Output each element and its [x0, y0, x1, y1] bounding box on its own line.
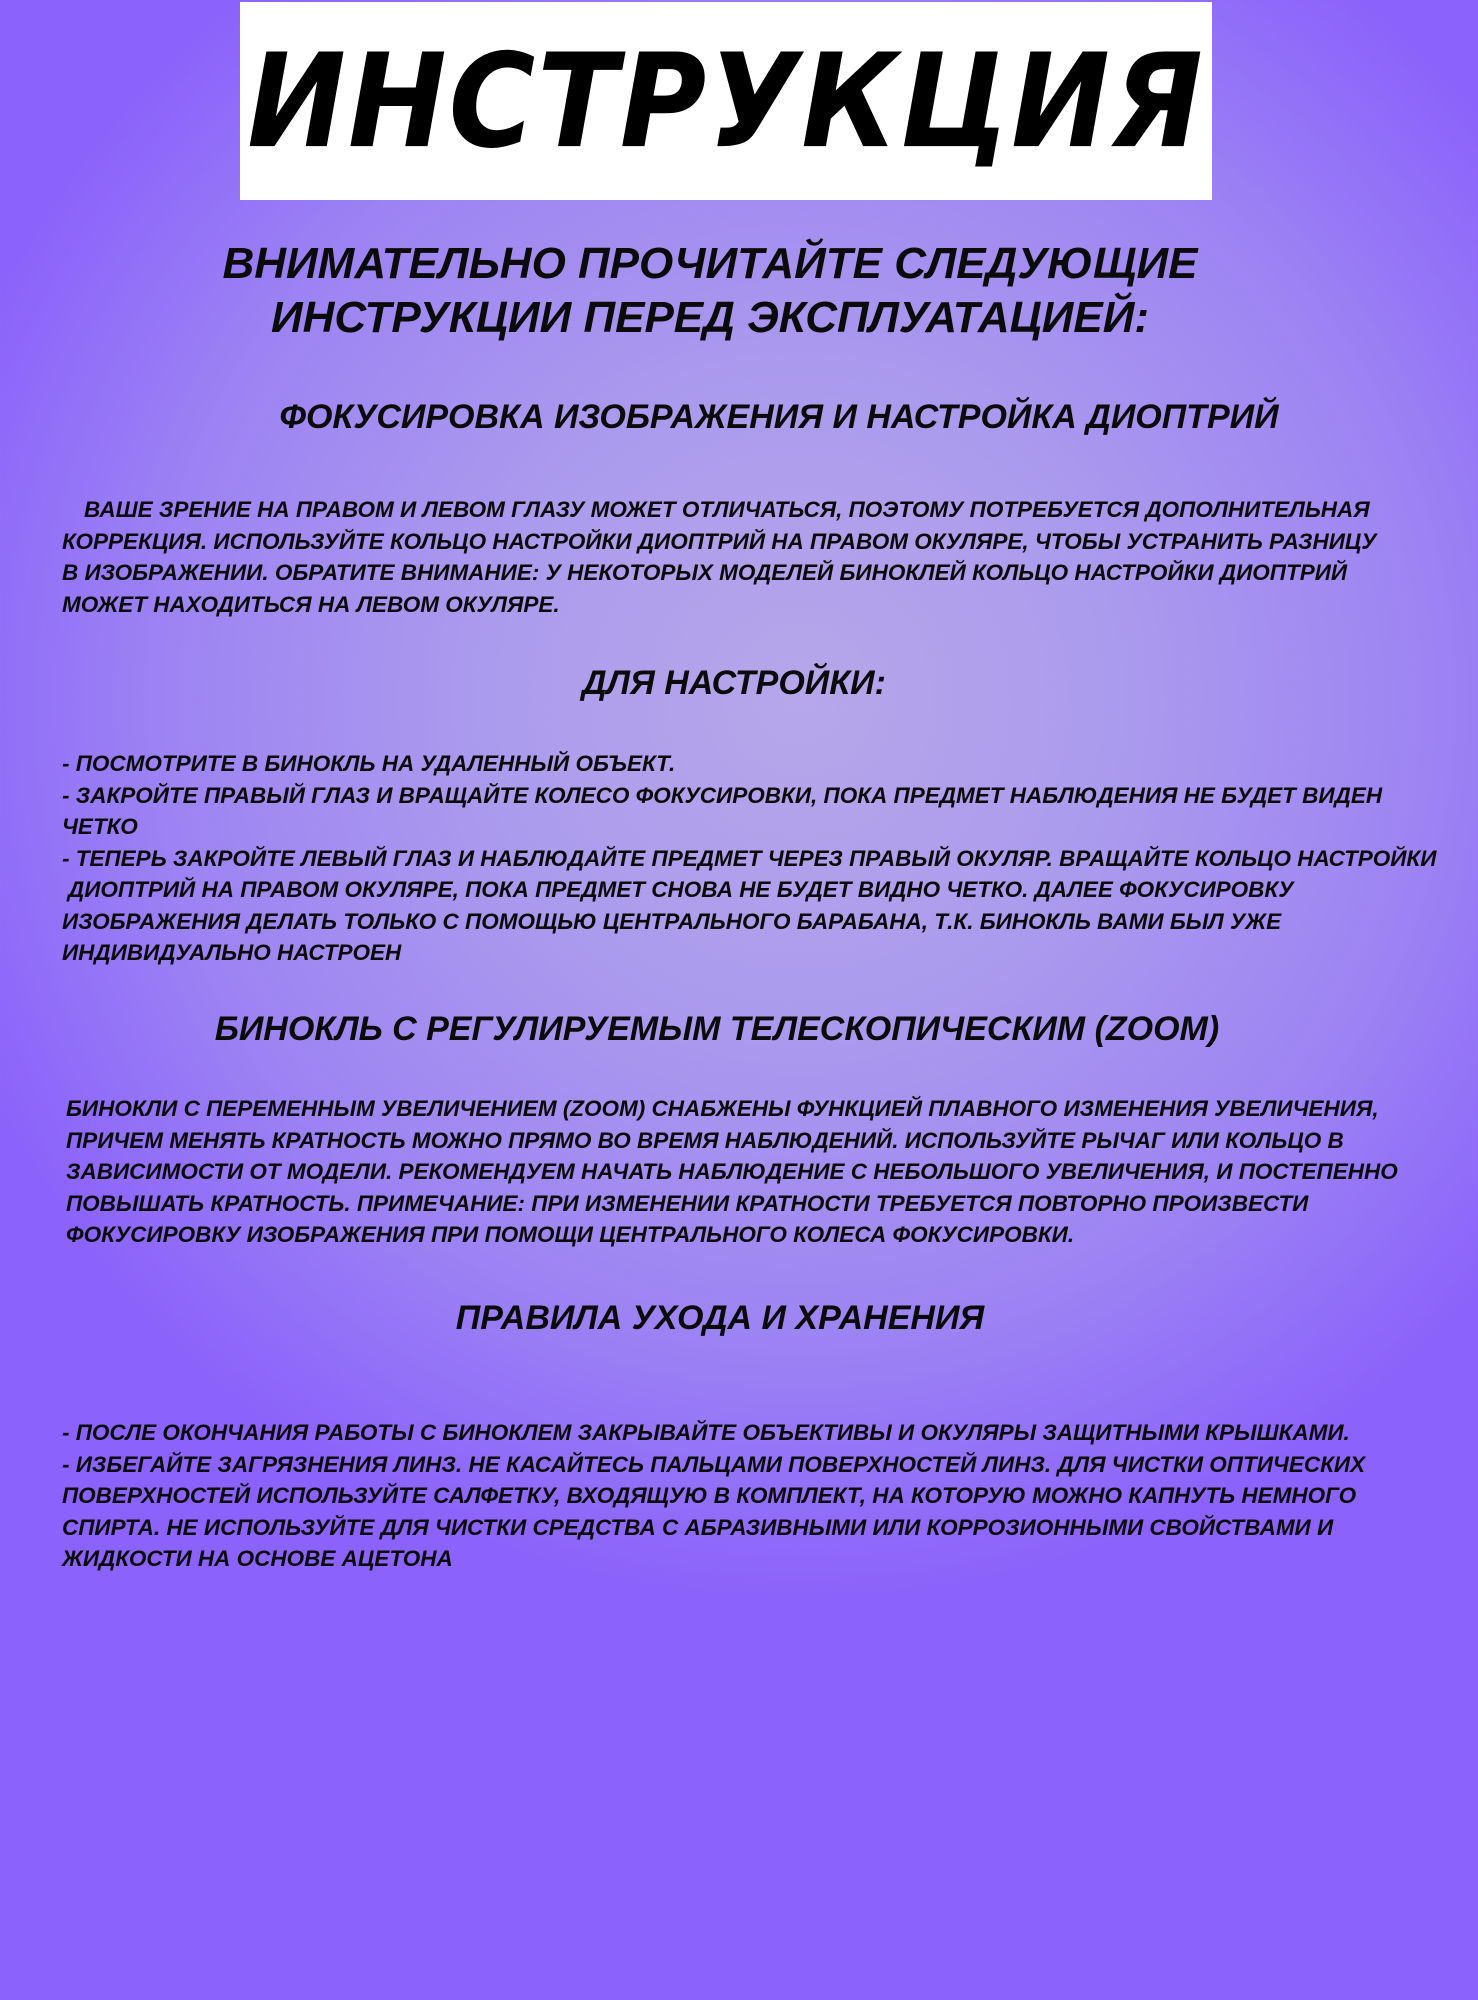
- intro-text: [140, 237, 1280, 345]
- focus-line: ВАШЕ ЗРЕНИЕ НА ПРАВОМ И ЛЕВОМ ГЛАЗУ МОЖЕТ ОТЛИЧАТЬСЯ, ПОЭТОМУ ПОТРЕБУЕТСЯ ДОПОЛНИТЕЛЬНАЯ: [84, 497, 1370, 522]
- page-title: ИНСТРУКЦИЯ: [247, 25, 1205, 177]
- zoom-line: ФОКУСИРОВКУ ИЗОБРАЖЕНИЯ ПРИ ПОМОЩИ ЦЕНТРАЛЬНОГО КОЛЕСА ФОКУСИРОВКИ.: [66, 1222, 1075, 1247]
- focus-line: В ИЗОБРАЖЕНИИ. ОБРАТИТЕ ВНИМАНИЕ: У НЕКОТОРЫХ МОДЕЛЕЙ БИНОКЛЕЙ КОЛЬЦО НАСТРОЙКИ ДИОПТРИЙ: [62, 560, 1348, 585]
- setup-list: [62, 748, 1436, 969]
- care-list: [62, 1417, 1365, 1575]
- focus-heading: ФОКУСИРОВКА ИЗОБРАЖЕНИЯ И НАСТРОЙКА ДИОПТРИЙ: [279, 398, 1279, 436]
- zoom-line: ПОВЫШАТЬ КРАТНОСТЬ. ПРИМЕЧАНИЕ: ПРИ ИЗМЕНЕНИИ КРАТНОСТИ ТРЕБУЕТСЯ ПОВТОРНО ПРОИЗВЕСТИ: [66, 1190, 1309, 1216]
- setup-line: - ЗАКРОЙТЕ ПРАВЫЙ ГЛАЗ И ВРАЩАЙТЕ КОЛЕСО ФОКУСИРОВКИ, ПОКА ПРЕДМЕТ НАБЛЮДЕНИЯ НЕ БУДЕТ ВИДЕН: [62, 782, 1383, 808]
- care-line: - ПОСЛЕ ОКОНЧАНИЯ РАБОТЫ С БИНОКЛЕМ ЗАКРЫВАЙТЕ ОБЪЕКТИВЫ И ОКУЛЯРЫ ЗАЩИТНЫМИ КРЫШКАМИ.: [62, 1420, 1350, 1445]
- care-line: ПОВЕРХНОСТЕЙ ИСПОЛЬЗУЙТЕ САЛФЕТКУ, ВХОДЯЩУЮ В КОМПЛЕКТ, НА КОТОРУЮ МОЖНО КАПНУТЬ НЕМНОГО: [62, 1483, 1357, 1508]
- title-banner: [240, 2, 1212, 200]
- focus-paragraph: [62, 494, 1377, 620]
- zoom-line: БИНОКЛИ С ПЕРЕМЕННЫМ УВЕЛИЧЕНИЕМ (ZOOM) СНАБЖЕНЫ ФУНКЦИЕЙ ПЛАВНОГО ИЗМЕНЕНИЯ УВЕЛИЧЕНИЯ,: [66, 1096, 1379, 1121]
- setup-line: - ПОСМОТРИТЕ В БИНОКЛЬ НА УДАЛЕННЫЙ ОБЪЕКТ.: [62, 751, 676, 776]
- setup-line: ДИОПТРИЙ НА ПРАВОМ ОКУЛЯРЕ, ПОКА ПРЕДМЕТ СНОВА НЕ БУДЕТ ВИДНО ЧЕТКО. ДАЛЕЕ ФОКУСИРОВКУ: [68, 877, 1294, 902]
- intro-line: ИНСТРУКЦИИ ПЕРЕД ЭКСПЛУАТАЦИЕЙ:: [270, 293, 1150, 342]
- intro-line: ВНИМАТЕЛЬНО ПРОЧИТАЙТЕ СЛЕДУЮЩИЕ: [222, 239, 1198, 288]
- care-line: ЖИДКОСТИ НА ОСНОВЕ АЦЕТОНА: [62, 1546, 453, 1571]
- care-line: СПИРТА. НЕ ИСПОЛЬЗУЙТЕ ДЛЯ ЧИСТКИ СРЕДСТВА С АБРАЗИВНЫМИ ИЛИ КОРРОЗИОННЫМИ СВОЙСТВАМИ И: [62, 1514, 1334, 1540]
- care-heading: ПРАВИЛА УХОДА И ХРАНЕНИЯ: [455, 1299, 985, 1337]
- setup-line: ЧЕТКО: [62, 814, 138, 839]
- focus-line: МОЖЕТ НАХОДИТЬСЯ НА ЛЕВОМ ОКУЛЯРЕ.: [62, 591, 560, 617]
- care-line: - ИЗБЕГАЙТЕ ЗАГРЯЗНЕНИЯ ЛИНЗ. НЕ КАСАЙТЕСЬ ПАЛЬЦАМИ ПОВЕРХНОСТЕЙ ЛИНЗ. ДЛЯ ЧИСТКИ ОПТИЧЕСКИХ: [62, 1451, 1366, 1477]
- zoom-line: ЗАВИСИМОСТИ ОТ МОДЕЛИ. РЕКОМЕНДУЕМ НАЧАТЬ НАБЛЮДЕНИЕ С НЕБОЛЬШОГО УВЕЛИЧЕНИЯ, И ПОСТЕПЕННО: [66, 1159, 1398, 1184]
- setup-line: ИНДИВИДУАЛЬНО НАСТРОЕН: [62, 940, 402, 965]
- setup-line: ИЗОБРАЖЕНИЯ ДЕЛАТЬ ТОЛЬКО С ПОМОЩЬЮ ЦЕНТРАЛЬНОГО БАРАБАНА, Т.К. БИНОКЛЬ ВАМИ БЫЛ УЖЕ: [62, 908, 1282, 934]
- zoom-line: ПРИЧЕМ МЕНЯТЬ КРАТНОСТЬ МОЖНО ПРЯМО ВО ВРЕМЯ НАБЛЮДЕНИЙ. ИСПОЛЬЗУЙТЕ РЫЧАГ ИЛИ КОЛЬЦО В: [66, 1127, 1344, 1153]
- setup-heading: ДЛЯ НАСТРОЙКИ:: [582, 664, 886, 702]
- zoom-paragraph: [66, 1093, 1398, 1251]
- focus-line: КОРРЕКЦИЯ. ИСПОЛЬЗУЙТЕ КОЛЬЦО НАСТРОЙКИ ДИОПТРИЙ НА ПРАВОМ ОКУЛЯРЕ, ЧТОБЫ УСТРАНИТЬ РАЗНИЦУ: [62, 528, 1377, 554]
- zoom-heading: БИНОКЛЬ С РЕГУЛИРУЕМЫМ ТЕЛЕСКОПИЧЕСКИМ (ZOOM): [214, 1010, 1220, 1048]
- setup-line: - ТЕПЕРЬ ЗАКРОЙТЕ ЛЕВЫЙ ГЛАЗ И НАБЛЮДАЙТЕ ПРЕДМЕТ ЧЕРЕЗ ПРАВЫЙ ОКУЛЯР. ВРАЩАЙТЕ КОЛЬЦО НАСТРОЙКИ: [62, 845, 1437, 871]
